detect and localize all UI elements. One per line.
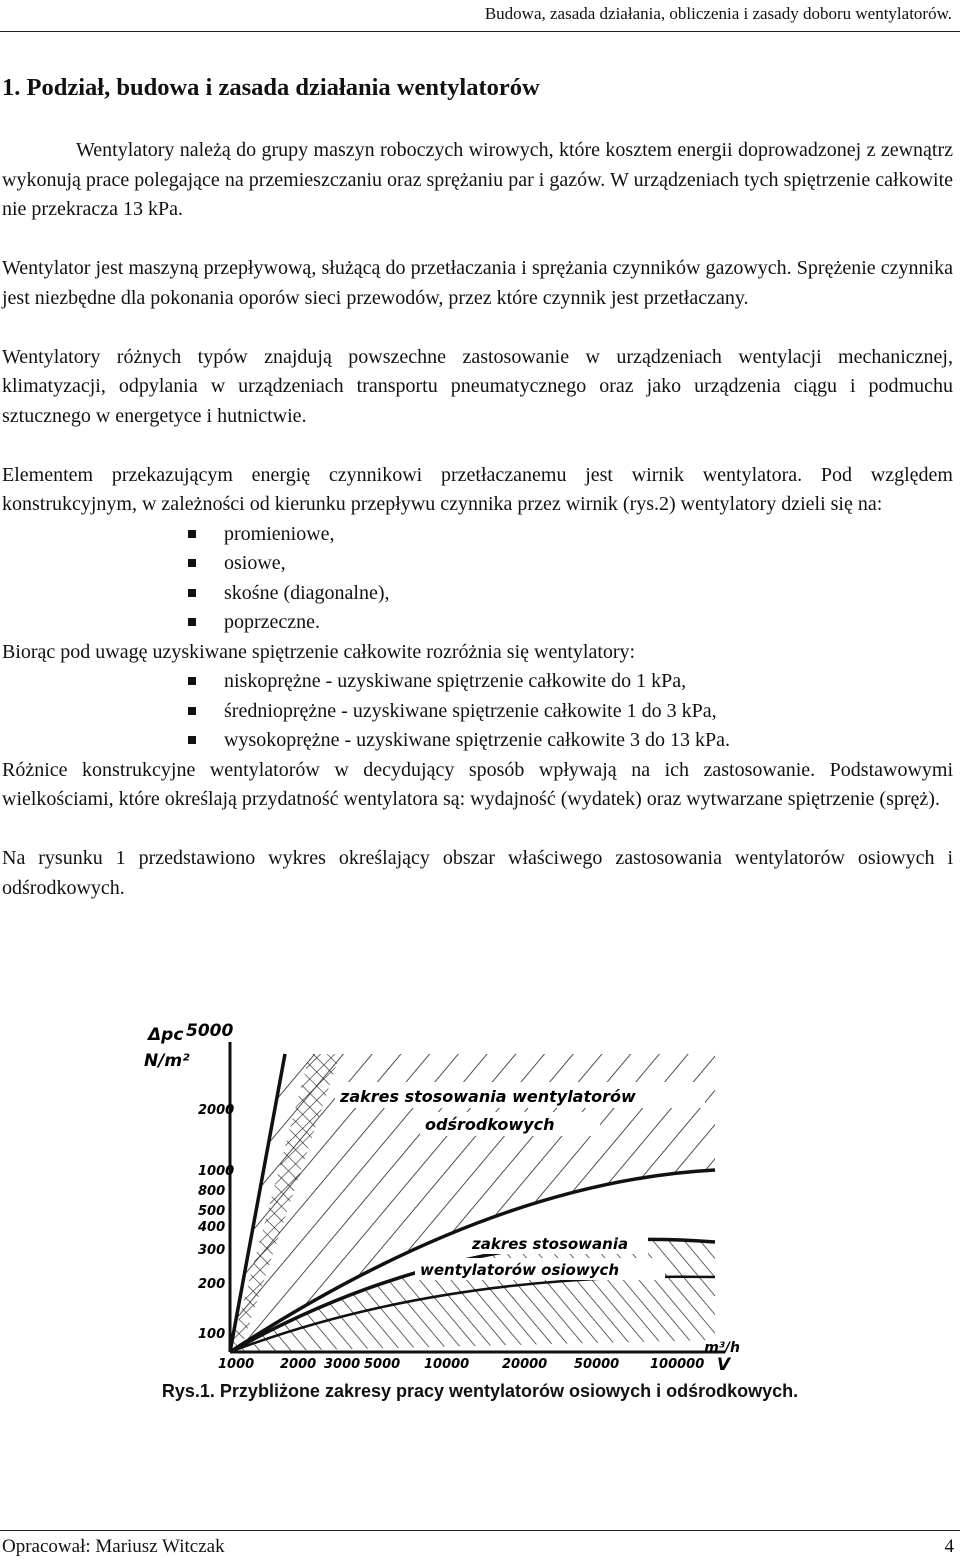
bullet-square-icon	[188, 559, 196, 567]
list-item: wysokoprężne - uzyskiwane spiętrzenie całkowite 3 do 13 kPa.	[188, 726, 953, 756]
list-item: skośne (diagonalne),	[188, 579, 953, 609]
list-item: osiowe,	[188, 549, 953, 579]
x-tick-label: 50000	[574, 1357, 620, 1372]
section-title: 1. Podział, budowa i zasada działania wentylatorów	[2, 74, 540, 101]
axial-region-label-2: wentylatorów osiowych	[420, 1261, 620, 1279]
y-tick-label: 800	[198, 1184, 226, 1199]
paragraph-definition: Wentylator jest maszyną przepływową, służącą do przetłaczania i sprężania czynników gazowych. Sprężenie czynnika jest niezbędne dla pokonania oporów sieci przewodów, przez które czynnik jest przetłaczany.	[2, 257, 953, 309]
x-tick-label: 10000	[424, 1357, 470, 1372]
footer-divider	[0, 1530, 960, 1531]
fan-range-figure	[140, 1022, 740, 1377]
radial-region-label-2: odśrodkowych	[425, 1115, 555, 1134]
fan-types-list	[2, 520, 953, 638]
header-divider	[0, 31, 960, 32]
bullet-square-icon	[188, 589, 196, 597]
x-axis-symbol: V	[716, 1355, 730, 1375]
paragraph-intro: Wentylatory należą do grupy maszyn roboczych wirowych, które kosztem energii doprowadzonej z zewnątrz wykonują prace polegające na przemieszczaniu oraz sprężaniu par i gazów. W urządzeniach tych spiętrzenie całkowite nie przekracza 13 kPa.	[2, 139, 953, 220]
y-axis-symbol: Δpc	[148, 1025, 184, 1045]
x-tick-labels	[218, 1357, 704, 1372]
paragraph-applications: Wentylatory różnych typów znajdują powszechne zastosowanie w urządzeniach wentylacji mechanicznej, klimatyzacji, odpylania w urządzeniach transportu pneumatycznego oraz jako urządzenia ciągu i podmuchu sztucznego w energetyce i hutnictwie.	[2, 345, 953, 427]
radial-region-label-1: zakres stosowania wentylatorów	[340, 1087, 636, 1106]
list-item: promieniowe,	[188, 520, 953, 550]
body-text	[2, 136, 953, 903]
x-tick-label: 3000	[324, 1357, 361, 1372]
y-axis-unit: N/m²	[144, 1051, 190, 1071]
bullet-square-icon	[188, 618, 196, 626]
x-tick-label: 2000	[280, 1357, 317, 1372]
list-item: poprzeczne.	[188, 608, 953, 638]
x-tick-label: 20000	[502, 1357, 548, 1372]
bullet-square-icon	[188, 530, 196, 538]
list-item: średnioprężne - uzyskiwane spiętrzenie całkowite 1 do 3 kPa,	[188, 697, 953, 727]
bullet-square-icon	[188, 736, 196, 744]
running-header: Budowa, zasada działania, obliczenia i zasady doboru wentylatorów.	[484, 4, 952, 23]
x-tick-label: 100000	[650, 1357, 705, 1372]
figure-caption: Rys.1. Przybliżone zakresy pracy wentylatorów osiowych i odśrodkowych.	[161, 1381, 799, 1401]
page-number: 4	[944, 1536, 954, 1557]
axial-region-label-1: zakres stosowania	[472, 1235, 629, 1253]
y-tick-label: 300	[198, 1243, 226, 1258]
paragraph-differences: Różnice konstrukcyjne wentylatorów w decydujący sposób wpływają na ich zastosowanie. Podstawowymi wielkościami, które określają przydatność wentylatora są: wydajność (wydatek) oraz wytwarzane spiętrzenie (spręż).	[2, 758, 953, 810]
x-tick-label: 5000	[364, 1357, 401, 1372]
bullet-square-icon	[188, 707, 196, 715]
pressure-classes-list	[2, 667, 953, 756]
paragraph-figure-ref: Na rysunku 1 przedstawiono wykres określający obszar właściwego zastosowania wentylatorów osiowych i odśrodkowych.	[2, 847, 953, 899]
y-tick-label: 2000	[198, 1103, 235, 1118]
paragraph-impeller: Elementem przekazującym energię czynnikowi przetłaczanemu jest wirnik wentylatora. Pod względem konstrukcyjnym, w zależności od kierunku przepływu czynnika przez wirnik (rys.2) wentylatory dzieli się na:	[2, 463, 953, 515]
fan-range-diagram	[140, 1022, 740, 1377]
y-tick-label: 100	[198, 1327, 226, 1342]
y-tick-label: 500	[198, 1204, 226, 1219]
y-tick-label: 1000	[198, 1164, 235, 1179]
footer-author: Opracował: Mariusz Witczak	[2, 1536, 225, 1557]
y-axis-max-label: 5000	[186, 1022, 234, 1041]
x-tick-label: 1000	[218, 1357, 255, 1372]
list-item: niskoprężne - uzyskiwane spiętrzenie całkowite do 1 kPa,	[188, 667, 953, 697]
y-tick-label: 200	[198, 1277, 226, 1292]
x-axis-unit: m³/h	[704, 1340, 740, 1356]
paragraph-pressure-classes: Biorąc pod uwagę uzyskiwane spiętrzenie całkowite rozróżnia się wentylatory:	[2, 640, 636, 663]
bullet-square-icon	[188, 677, 196, 685]
y-tick-label: 400	[198, 1220, 226, 1235]
